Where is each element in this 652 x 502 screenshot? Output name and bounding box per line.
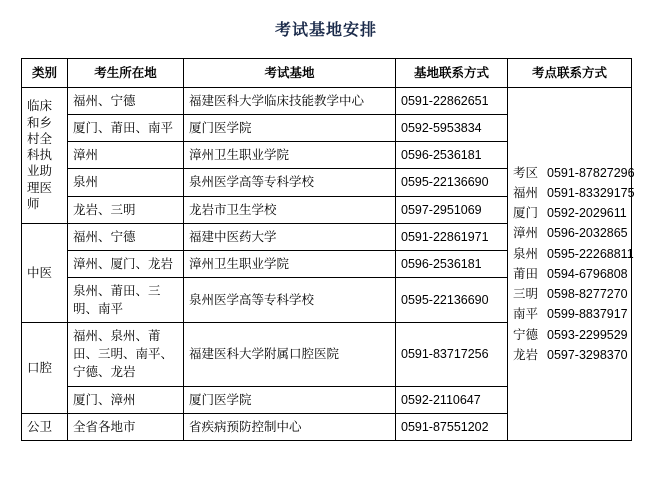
- base-cell: 漳州卫生职业学院: [184, 250, 396, 277]
- base-cell: 泉州医学高等专科学校: [184, 169, 396, 196]
- location-cell: 福州、泉州、莆田、三明、南平、宁德、龙岩: [68, 323, 184, 386]
- site-contact-row: [513, 244, 634, 264]
- site-contact-name: 福州: [513, 185, 539, 200]
- base-phone-cell: 0595-22136690: [396, 169, 508, 196]
- site-contact-row: [513, 203, 626, 223]
- base-phone-cell: 0597-2951069: [396, 196, 508, 223]
- site-contact-name: 宁德: [513, 327, 539, 342]
- base-cell: 漳州卫生职业学院: [184, 142, 396, 169]
- category-cell-public-health: 公卫: [22, 413, 68, 440]
- site-contact-number: 0594-6796808: [547, 266, 628, 281]
- base-phone-cell: 0596-2536181: [396, 250, 508, 277]
- page-title: 考试基地安排: [274, 22, 377, 39]
- site-contact-number: 0591-83329175: [547, 185, 635, 200]
- location-cell: 龙岩、三明: [68, 196, 184, 223]
- site-contact-row: [513, 304, 626, 324]
- base-cell: 福建中医药大学: [184, 223, 396, 250]
- site-contact-name: 泉州: [513, 246, 539, 261]
- site-contact-name: 漳州: [513, 226, 539, 241]
- column-header-base-contact: 基地联系方式: [396, 59, 508, 88]
- column-header-site-contact: 考点联系方式: [508, 59, 632, 88]
- location-cell: 厦门、莆田、南平: [68, 115, 184, 142]
- base-phone-cell: 0592-5953834: [396, 115, 508, 142]
- site-contact-name: 考区: [513, 165, 539, 180]
- table-header-row: [22, 59, 632, 88]
- category-cell-clinical: 临床和乡村全科执业助理医师: [22, 88, 68, 224]
- base-cell: 福建医科大学临床技能教学中心: [184, 88, 396, 115]
- location-cell: 漳州、厦门、龙岩: [68, 250, 184, 277]
- location-cell: 泉州: [68, 169, 184, 196]
- site-contact-name: 莆田: [513, 266, 539, 281]
- base-phone-cell: 0591-22862651: [396, 88, 508, 115]
- site-contact-name: 龙岩: [513, 347, 539, 362]
- site-contact-name: 南平: [513, 307, 539, 322]
- site-contact-row: [513, 345, 626, 365]
- base-phone-cell: 0591-83717256: [396, 323, 508, 386]
- base-cell: 福建医科大学附属口腔医院: [184, 323, 396, 386]
- exam-base-table: [21, 58, 635, 441]
- base-cell: 龙岩市卫生学校: [184, 196, 396, 223]
- site-contact-number: 0599-8837917: [547, 307, 628, 322]
- location-cell: 厦门、漳州: [68, 386, 184, 413]
- site-contact-number: 0596-2032865: [547, 226, 628, 241]
- site-contact-row: [513, 163, 635, 183]
- site-contact-row: [513, 183, 635, 203]
- base-phone-cell: 0595-22136690: [396, 277, 508, 322]
- site-contact-number: 0597-3298370: [547, 347, 628, 362]
- site-contact-number: 0593-2299529: [547, 327, 628, 342]
- site-contact-row: [513, 284, 626, 304]
- site-contact-row: [513, 264, 626, 284]
- category-cell-tcm: 中医: [22, 223, 68, 323]
- base-cell: 省疾病预防控制中心: [184, 413, 396, 440]
- site-contact-number: 0592-2029611: [547, 206, 627, 221]
- site-contact-row: [513, 223, 626, 243]
- column-header-category: 类别: [22, 59, 68, 88]
- location-cell: 泉州、莆田、三明、南平: [68, 277, 184, 322]
- table-row: [22, 88, 632, 115]
- site-contact-name: 三明: [513, 287, 539, 302]
- base-phone-cell: 0591-87551202: [396, 413, 508, 440]
- location-cell: 全省各地市: [68, 413, 184, 440]
- site-contact-number: 0598-8277270: [547, 287, 628, 302]
- base-phone-cell: 0591-22861971: [396, 223, 508, 250]
- category-cell-dental: 口腔: [22, 323, 68, 414]
- table-body: [22, 88, 635, 441]
- site-contact-list: [513, 163, 635, 366]
- site-contact-name: 厦门: [513, 206, 539, 221]
- base-cell: 泉州医学高等专科学校: [184, 277, 396, 322]
- site-contact-row: [513, 325, 626, 345]
- site-contact-cell: [508, 88, 635, 441]
- exam-base-table-wrapper: [21, 58, 635, 441]
- table-header: [22, 59, 632, 88]
- base-cell: 厦门医学院: [184, 115, 396, 142]
- location-cell: 福州、宁德: [68, 88, 184, 115]
- column-header-location: 考生所在地: [68, 59, 184, 88]
- site-contact-number: 0591-87827296: [547, 165, 635, 180]
- location-cell: 福州、宁德: [68, 223, 184, 250]
- base-phone-cell: 0592-2110647: [396, 386, 508, 413]
- base-cell: 厦门医学院: [184, 386, 396, 413]
- base-phone-cell: 0596-2536181: [396, 142, 508, 169]
- column-header-base: 考试基地: [184, 59, 396, 88]
- site-contact-number: 0595-22268811: [547, 246, 634, 261]
- location-cell: 漳州: [68, 142, 184, 169]
